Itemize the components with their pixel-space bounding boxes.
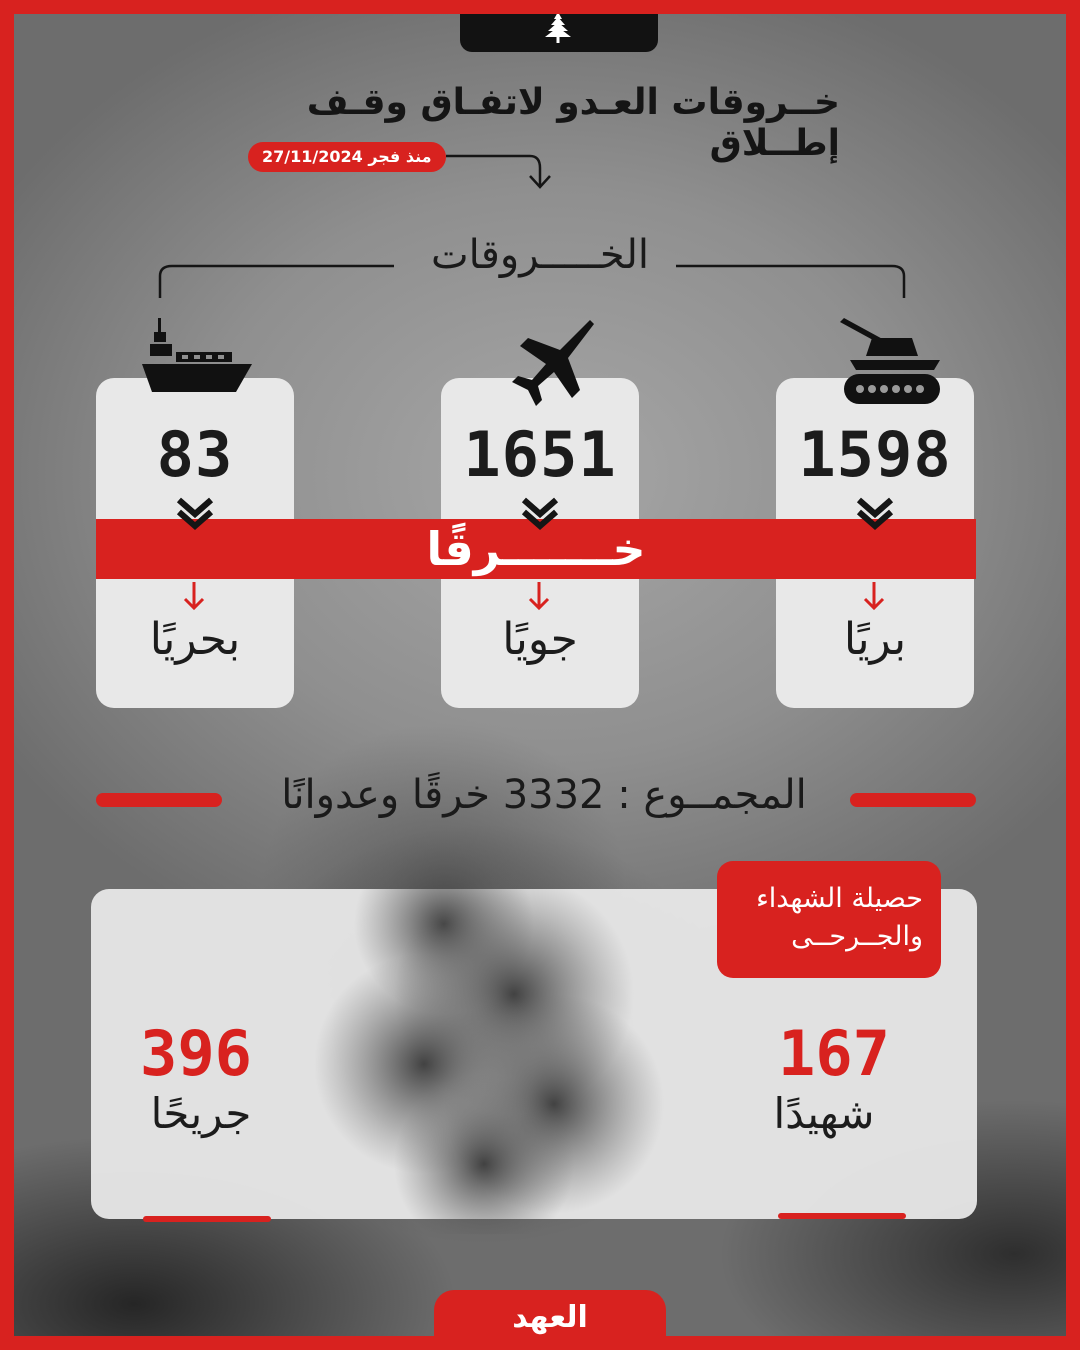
jet-icon [498, 316, 598, 412]
casualties-subtitle: والجــرحــى [791, 921, 923, 952]
infographic-canvas [14, 14, 1066, 1336]
killed-label: شهيدًا [773, 1089, 875, 1138]
breach-label-land: بريًا [843, 614, 907, 665]
tank-icon [836, 316, 946, 408]
double-chevron-icon [520, 496, 560, 532]
total-bar-right [850, 793, 976, 807]
breach-label-sea: بحريًا [149, 614, 241, 665]
breach-count-land: 1598 [798, 418, 952, 491]
breach-label-air: جويًا [502, 614, 578, 665]
casualties-badge [717, 861, 941, 978]
breach-band-label: خـــــــرقًا [426, 522, 646, 576]
smoke-cloud-image [314, 834, 694, 1234]
casualties-title: حصيلة الشهداء [756, 883, 923, 914]
killed-underline [778, 1213, 906, 1219]
wounded-underline [143, 1216, 271, 1222]
double-chevron-icon [855, 496, 895, 532]
curved-arrow-icon [444, 142, 564, 192]
cedar-icon [540, 14, 576, 48]
killed-count: 167 [778, 1017, 890, 1090]
breach-count-sea: 83 [156, 418, 234, 491]
red-arrow-icon [861, 582, 887, 612]
wounded-label: جريحًا [150, 1089, 252, 1138]
total-bar-left [96, 793, 222, 807]
section-title: الخـــــروقات [430, 232, 650, 278]
double-chevron-icon [175, 496, 215, 532]
total-summary: المجمــوع : 3332 خرقًا وعدوانًا [281, 772, 807, 818]
date-badge: منذ فجر 27/11/2024 [248, 142, 446, 172]
red-arrow-icon [526, 582, 552, 612]
brand-logo: العهد [512, 1300, 588, 1335]
page-title: خــروقات العـدو لاتفـاق وقـف إطــلاق [306, 82, 840, 164]
red-arrow-icon [181, 582, 207, 612]
top-tab [460, 14, 658, 52]
breach-count-air: 1651 [463, 418, 617, 491]
ship-icon [138, 314, 258, 398]
wounded-count: 396 [140, 1017, 252, 1090]
